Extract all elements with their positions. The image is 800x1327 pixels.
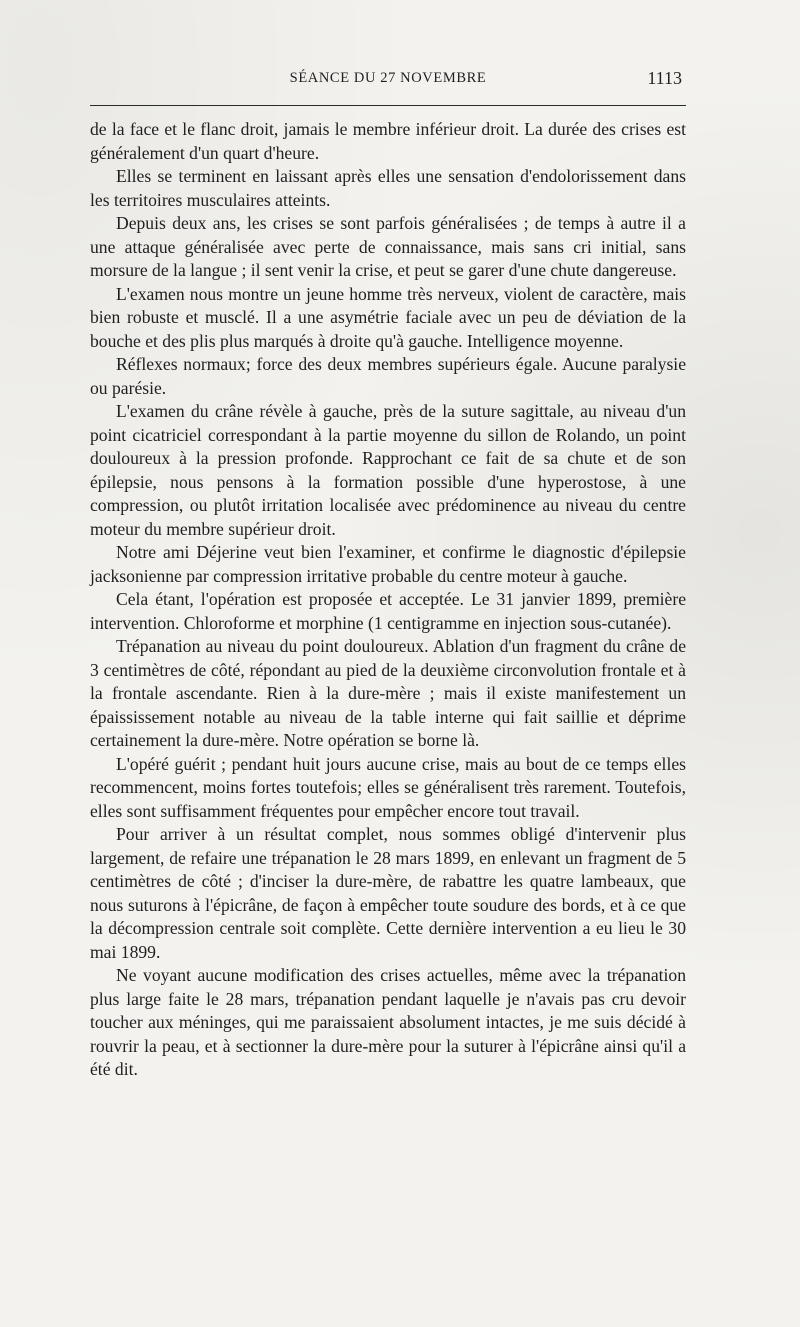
paragraph: de la face et le flanc droit, jamais le membre inférieur droit. La durée des crises est généralement d'un quart d'heure. (90, 119, 686, 163)
paragraph: Elles se terminent en laissant après elles une sensation d'endolorissement dans les territoires musculaires atteints. (90, 166, 686, 210)
running-title: SÉANCE DU 27 NOVEMBRE (289, 70, 487, 86)
paragraph: L'examen du crâne révèle à gauche, près de la suture sagittale, au niveau d'un point cicatriciel correspondant à la partie moyenne du sillon de Rolando, un point douloureux à la pression profonde. Rapprochant ce fait de sa chute et de son épilepsie, nous pensons à la formation possible d'une hyperostose, à une compression, ou plutôt irritation localisée avec prédominence au niveau du centre moteur du membre supérieur droit. (90, 401, 686, 539)
page-number: 1113 (647, 68, 682, 88)
paragraph: Réflexes normaux; force des deux membres supérieurs égale. Aucune paralysie ou parésie. (90, 354, 686, 398)
paragraph: Ne voyant aucune modification des crises actuelles, même avec la trépanation plus large faite le 28 mars, trépanation pendant laquelle je n'avais pas cru devoir toucher aux méninges, qui me paraissaient absolument intactes, je me suis décidé à rouvrir la peau, et à sectionner la dure-mère pour la suturer à l'épicrâne ainsi qu'il a été dit. (90, 965, 686, 1079)
paragraph: Notre ami Déjerine veut bien l'examiner, et confirme le diagnostic d'épilepsie jacksonienne par compression irritative probable du centre moteur à gauche. (90, 542, 686, 586)
paragraph: L'opéré guérit ; pendant huit jours aucune crise, mais au bout de ce temps elles recommencent, moins fortes toutefois; elles se généralisent très rarement. Toutefois, elles sont suffisamment fréquentes pour empêcher encore tout travail. (90, 753, 686, 821)
page-header (90, 66, 686, 92)
paragraph: Pour arriver à un résultat complet, nous sommes obligé d'intervenir plus largement, de refaire une trépanation le 28 mars 1899, en enlevant un fragment de 5 centimètres de côté ; d'inciser la dure-mère, de rabattre les quatre lambeaux, que nous suturons à l'épicrâne, de façon à empêcher toute soudure des bords, et à ce que la décompression centrale soit complète. Cette dernière intervention a eu lieu le 30 mai 1899. (90, 824, 686, 962)
paragraph: Cela étant, l'opération est proposée et acceptée. Le 31 janvier 1899, première intervention. Chloroforme et morphine (1 centigramme en injection sous-cutanée). (90, 589, 686, 633)
paragraph: L'examen nous montre un jeune homme très nerveux, violent de caractère, mais bien robuste et musclé. Il a une asymétrie faciale avec un peu de déviation de la bouche et des plis plus marqués à droite qu'à gauche. Intelligence moyenne. (90, 283, 686, 351)
header-rule (90, 105, 686, 106)
paragraph: Trépanation au niveau du point douloureux. Ablation d'un fragment du crâne de 3 centimètres de côté, répondant au pied de la deuxième circonvolution frontale et à la frontale ascendante. Rien à la dure-mère ; mais il existe manifestement un épaississement notable au niveau de la table interne qui fait saillie et déprime certainement la dure-mère. Notre opération se borne là. (90, 636, 686, 750)
paragraph: Depuis deux ans, les crises se sont parfois généralisées ; de temps à autre il a une attaque généralisée avec perte de connaissance, mais sans cri initial, sans morsure de la langue ; il sent venir la crise, et peut se garer d'une chute dangereuse. (90, 213, 686, 280)
body-text (90, 118, 686, 1082)
